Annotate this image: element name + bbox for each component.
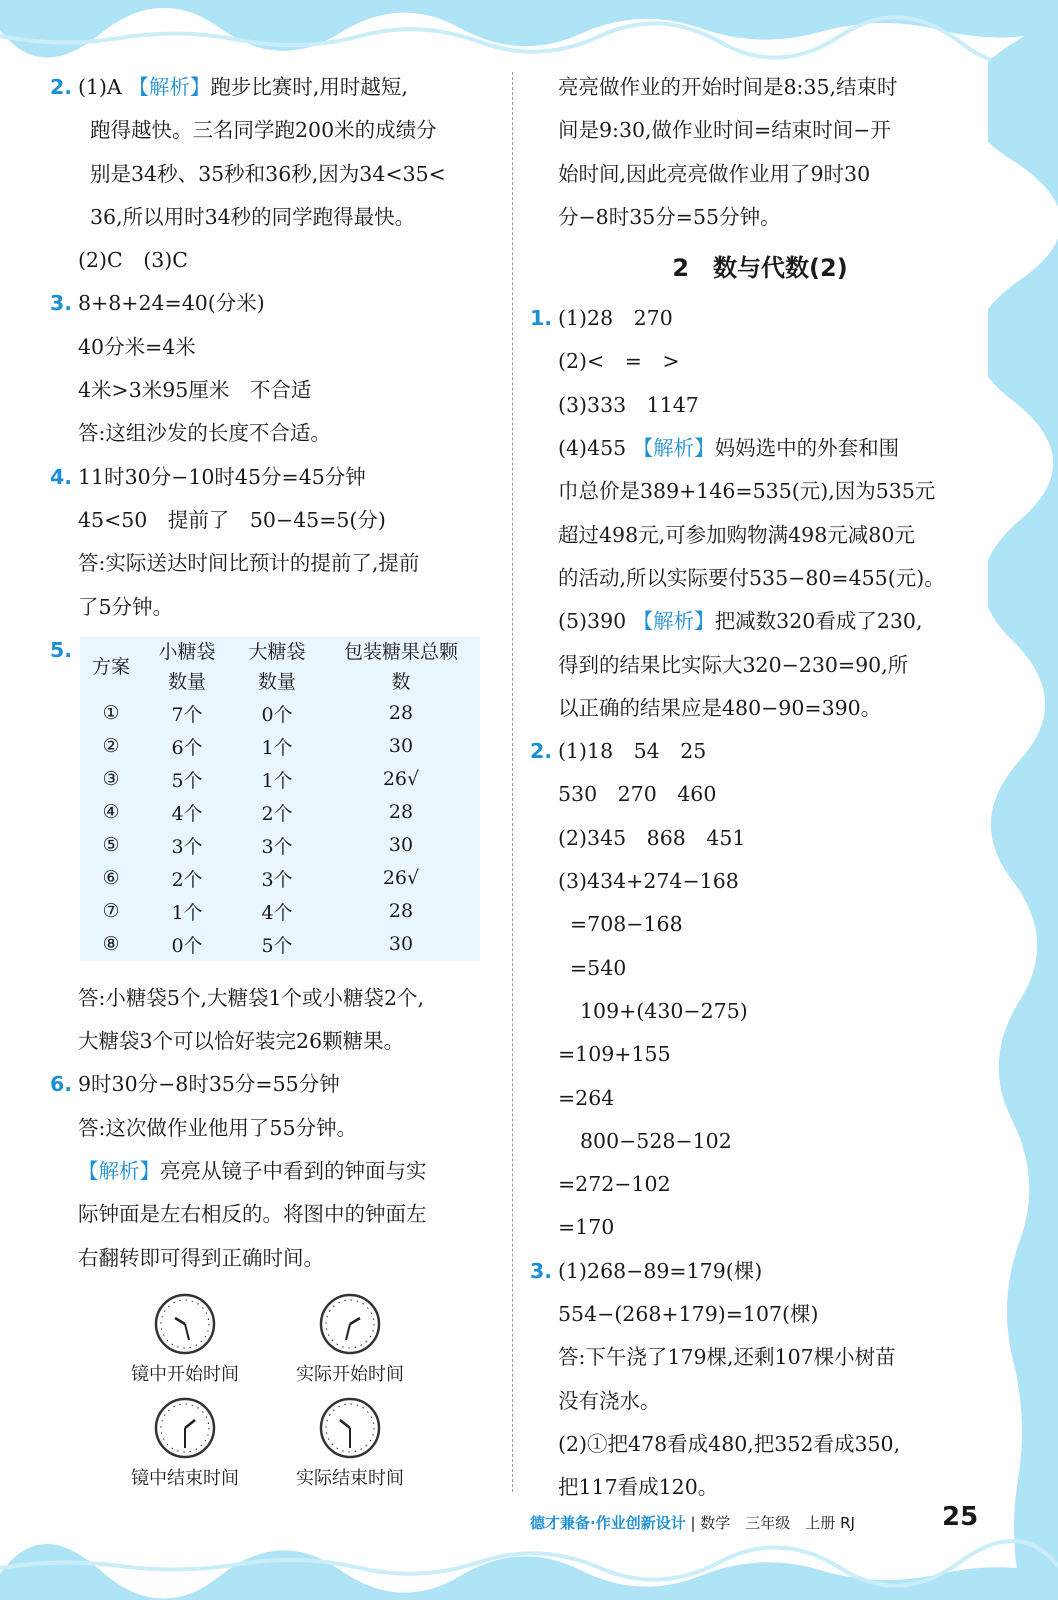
table-cell: 30 (388, 834, 414, 857)
table-cell: 1个 (171, 901, 203, 924)
page-footer (530, 1502, 1000, 1533)
table-row (80, 829, 480, 862)
footer-edition: RJ (840, 1514, 855, 1532)
question-2: 2. (1)A 【解析】跑步比赛时,用时越短, 跑得越快。三名同学跑200米的成绩分 别是34秒、35秒和36秒,因为34<35< 36,所以用时34秒的同学跑得最快。 (2)C (3)C (50, 66, 495, 282)
table-row (80, 763, 480, 796)
question-5: 5. 方案 小糖袋 数量 大糖袋 数量 包装糖果总颗 数 ① 7个 0个 28 ② 6个 1个 30 ③ 5个 1个 26√ ④ 4个 2个 28 ⑤ 3个 3个 30 ⑥ 2个 3个 26√ ⑦ 1个 4个 28 ⑧ 0个 5个 30 答:小糖袋5个,大糖袋1个或小糖袋2个, 大糖袋3个可以恰好装完26颗糖果。 (50, 637, 495, 1064)
right-column (530, 66, 990, 1510)
table-row (80, 862, 480, 895)
table-cell: 1个 (261, 769, 293, 792)
table-cell: 28 (388, 801, 414, 824)
clock-face-icon (153, 1396, 217, 1460)
table-header: 包装糖果总颗 数 (343, 640, 458, 693)
table-cell: 26√ (382, 867, 420, 890)
table-cell: 3个 (261, 835, 293, 858)
table-cell: 4个 (261, 901, 293, 924)
analysis-tag: 【解析】 (632, 609, 715, 634)
footer-info: | 数学 三年级 上册 (690, 1514, 836, 1532)
table-cell: 28 (388, 702, 414, 725)
analysis-tag: 【解析】 (632, 436, 715, 461)
question-6: 6. 9时30分−8时35分=55分钟 答:这次做作业他用了55分钟。 【解析】亮亮从镜子中看到的钟面与实 际钟面是左右相反的。将图中的钟面左 右翻转即可得到正确时间。 镜中开始时间 实际开始时间 镜中结束时间 实际结束时间 (50, 1063, 495, 1491)
footer-brand: 德才兼备·作业创新设计 (530, 1514, 686, 1532)
table-cell: ⑧ (102, 933, 120, 956)
clock-face-icon (318, 1396, 382, 1460)
analysis-tag: 【解析】 (78, 1159, 160, 1184)
table-cell: 30 (388, 933, 414, 956)
table-header: 方案 (91, 655, 130, 678)
left-column (50, 66, 495, 1492)
table-cell: 3个 (261, 868, 293, 891)
table-cell: 26√ (382, 768, 420, 791)
clock-actual-end: 实际结束时间 (275, 1396, 425, 1490)
section-title: 2 数与代数(2) (672, 254, 848, 283)
table-cell: ③ (102, 768, 120, 791)
table-row (80, 796, 480, 829)
clock-figures (50, 1292, 495, 1492)
packing-plan-table (80, 637, 480, 961)
question-3: 3. 8+8+24=40(分米) 40分米=4米 4米>3米95厘米 不合适 答:这组沙发的长度不合适。 (50, 282, 495, 455)
table-cell: ④ (102, 801, 120, 824)
table-cell: 28 (388, 900, 414, 923)
table-cell: 0个 (171, 934, 203, 957)
question-number: 6. (50, 1072, 73, 1097)
question-number: 2. (530, 739, 553, 764)
table-cell: 30 (388, 735, 414, 758)
top-wave-border (0, 0, 1058, 70)
right-wave-border (988, 0, 1058, 1600)
clock-face-icon (153, 1292, 217, 1356)
clock-mirror-end: 镜中结束时间 (110, 1396, 260, 1490)
table-cell: ⑤ (102, 834, 120, 857)
table-cell: 3个 (171, 835, 203, 858)
table-cell: 0个 (261, 703, 293, 726)
table-cell: 7个 (171, 703, 203, 726)
clock-actual-start: 实际开始时间 (275, 1292, 425, 1386)
question-number: 3. (530, 1258, 553, 1283)
table-cell: 5个 (261, 934, 293, 957)
question-number: 2. (50, 75, 73, 99)
question-number: 5. (50, 637, 73, 662)
table-row (80, 697, 480, 730)
table-row (80, 895, 480, 928)
table-cell: ② (102, 735, 120, 758)
question-number: 4. (50, 464, 73, 489)
table-row (80, 928, 480, 961)
question-1: 1. (1)28 270 (2)< = > (3)333 1147 (4)455 【解析】妈妈选中的外套和围 巾总价是389+146=535(元),因为535元 超过498元,可参加购物满498元减80元 的活动,所以实际要付535−80=455(元)。 (5)390 【解析】把减数320看成了230, 得到的结果比实际大320−230=90,所 以正确的结果应是480−90=390。 (530, 297, 990, 730)
column-divider (512, 72, 513, 1492)
question-number: 1. (530, 306, 553, 331)
table-header: 大糖袋 数量 (248, 640, 306, 693)
table-cell: 4个 (171, 802, 203, 825)
question-2: 2. (1)18 54 25 530 270 460 (2)345 868 451 (3)434+274−168 =708−168 =540 109+(430−275) =109+155 =264 800−528−102 =272−102 =170 (530, 730, 990, 1250)
question-3: 3. (1)268−89=179(棵) 554−(268+179)=107(棵) 答:下午浇了179棵,还剩107棵小树苗 没有浇水。 (2)①把478看成480,把352看成350, 把117看成120。 (530, 1250, 990, 1510)
analysis-tag: 【解析】 (128, 75, 211, 99)
table-cell: ⑥ (102, 867, 120, 890)
table-cell: 1个 (261, 736, 293, 759)
table-cell: ① (102, 702, 120, 725)
continued-analysis: 亮亮做作业的开始时间是8:35,结束时 间是9:30,做作业时间=结束时间−开 始时间,因此亮亮做作业用了9时30 分−8时35分=55分钟。 (558, 75, 898, 229)
table-cell: 2个 (261, 802, 293, 825)
question-number: 3. (50, 291, 73, 316)
clock-face-icon (318, 1292, 382, 1356)
table-cell: 2个 (171, 868, 203, 891)
bottom-wave-border (0, 1530, 1058, 1600)
table-header: 小糖袋 数量 (158, 640, 216, 693)
clock-mirror-start: 镜中开始时间 (110, 1292, 260, 1386)
table-row (80, 730, 480, 763)
table-header-row (80, 637, 480, 697)
question-4: 4. 11时30分−10时45分=45分钟 45<50 提前了 50−45=5(分) 答:实际送达时间比预计的提前了,提前 了5分钟。 (50, 456, 495, 629)
page-number: 25 (942, 1502, 979, 1532)
table-cell: 6个 (171, 736, 203, 759)
table-cell: ⑦ (102, 900, 120, 923)
table-cell: 5个 (171, 769, 203, 792)
